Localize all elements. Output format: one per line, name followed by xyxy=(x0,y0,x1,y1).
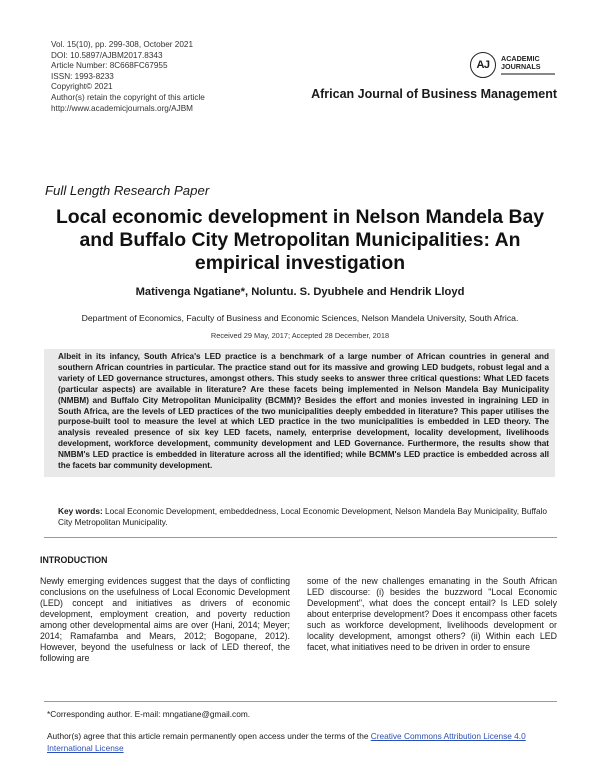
license-text: Author(s) agree that this article remain permanently open access under the terms of the xyxy=(47,731,371,741)
section-heading: INTRODUCTION xyxy=(40,555,108,565)
article-type: Full Length Research Paper xyxy=(45,183,210,198)
abstract: Albeit in its infancy, South Africa's LED practice is a benchmark of a large number of African countries in general and southern African countries in particular. The practice stand out for its massive and growing LED budgets, robust legal and a variety of LED governance structures, amongst others. This study seeks to answer three critical questions: What LED facets (particular aspects) are available in literature? Are these facets being implemented in Nelson Mandela Bay Municipality (NMBM) and Buffalo City Metropolitan Municipality (BCMM)? Besides the effort and monies invested in ingraining LED in South Africa, are the levels of LED practices of the two municipalities deeply embedded in literature? This paper utilises the purpose-built tool to measure the level at which LED practice in the two municipalities is embedded in LED theory. The analysis revealed presence of six key LED facets, namely, enterprise development, locality development, livelihoods development, workforce development, community development and LED Governance. Furthermore, the results show that NMBM's LED practice is embedded in literature across all the identified; while BCMM's LED practice is embedded across all the facets bar community development. xyxy=(44,349,555,477)
license-notice xyxy=(47,731,567,754)
issn-line: ISSN: 1993-8233 xyxy=(51,71,114,81)
article-metadata xyxy=(51,40,205,114)
article-number-line: Article Number: 8C668FC67955 xyxy=(51,61,168,71)
journal-name: African Journal of Business Management xyxy=(311,87,557,101)
aj-logo-icon: AJ xyxy=(470,52,496,78)
body-column-right: some of the new challenges emanating in the South African LED discourse: (i) besides the buzzword "Local Economic Development", what does the concept entail? Is LED solely about enterprise development? Does it encompass other facets such as workforce development, livelihoods development or locality development, amongst others? (ii) Within each LED facet, what initiatives need to be driven in order to ensure xyxy=(307,576,557,652)
author-rights-line: Author(s) retain the copyright of this article xyxy=(51,92,205,102)
academic-journals-logo xyxy=(470,52,565,82)
corresponding-author-note: *Corresponding author. E-mail: mngatiane@gmail.com. xyxy=(47,709,251,719)
author-affiliation: Department of Economics, Faculty of Business and Economic Sciences, Nelson Mandela University, South Africa. xyxy=(81,313,519,323)
logo-line-1: ACADEMIC xyxy=(501,54,540,63)
volume-line: Vol. 15(10), pp. 299-308, October 2021 xyxy=(51,40,194,49)
doi-line: DOI: 10.5897/AJBM2017.8343 xyxy=(51,50,163,60)
received-dates: Received 29 May, 2017; Accepted 28 December, 2018 xyxy=(210,331,390,340)
keywords xyxy=(58,506,558,528)
article-title: Local economic development in Nelson Mandela Bay and Buffalo City Metropolitan Municipalities: An empirical investigation xyxy=(55,206,545,274)
logo-text xyxy=(501,55,541,71)
logo-line-2: JOURNALS xyxy=(501,62,541,72)
footer-divider xyxy=(44,701,557,702)
keywords-text: Local Economic Development, embeddedness, Local Economic Development, Nelson Mandela Bay Municipality, Buffalo City Metropolitan Municipality. xyxy=(58,506,548,527)
author-list: Mativenga Ngatiane*, Noluntu. S. Dyubhele and Hendrik Lloyd xyxy=(135,286,465,298)
section-divider xyxy=(44,537,557,538)
logo-tagline-mark xyxy=(501,73,555,75)
body-column-left: Newly emerging evidences suggest that the days of conflicting conclusions on the usefulness of Local Economic Development (LED) concept and initiatives as drivers of economic development, employment creation, and poverty reduction among other developmental aims are over (Hani, 2014; Meyer; 2014; Ramafamba and Mears, 2012; Bogopane, 2012). However, beyond the usefulness or lack of LED thereof, the following are xyxy=(40,576,290,663)
copyright-line: Copyright© 2021 xyxy=(51,82,113,92)
license-link[interactable]: Creative Commons Attribution License 4.0 International License xyxy=(47,731,526,753)
keywords-label: Key words: xyxy=(58,506,103,516)
journal-url[interactable]: http://www.academicjournals.org/AJBM xyxy=(51,103,193,113)
